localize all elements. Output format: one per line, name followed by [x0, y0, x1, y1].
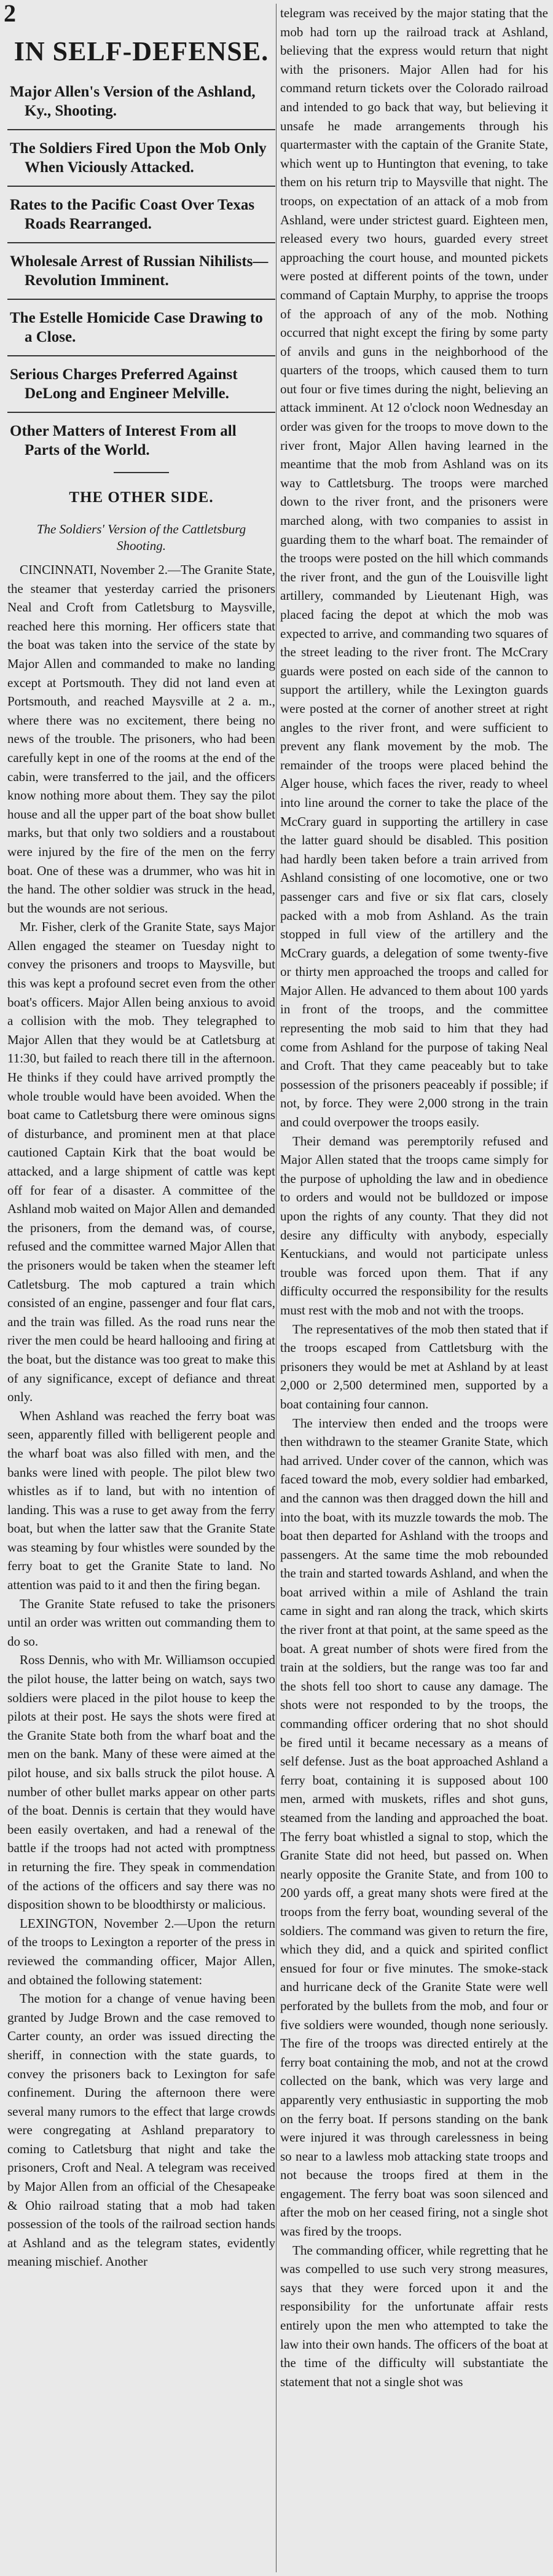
article-paragraph: The interview then ended and the troops were then withdrawn to the steamer Granite State, which had arrived. Under cover of the cannon, which was faced toward the mob, every soldier had embarked, and the cannon was then dragged down the hill and into the boat, with its muzzle towards the mob. The boat then departed for Ashland with the troops and passengers. At the same time the mob rebounded the train and started towards Ashland, and when the boat arrived within a mile of Ashland the train came in sight and ran along the track, which skirts the river front at that point, at the same speed as the boat. A great number of shots were fired from the train at the soldiers, but the range was too far and the shots fell too short to cause any damage. The shots were not responded to by the troops, the commanding officer ordering that no shot should be fired until it became necessary as a means of self defense. Just as the boat approached Ashland a ferry boat, containing it is supposed about 100 men, armed with muskets, rifles and shot guns, steamed from the landing and approached the boat. The ferry boat whistled a signal to stop, which the Granite State did not heed, but passed on. When nearly opposite the Granite State, and from 100 to 200 yards off, a great many shots were fired at the troops from the ferry boat, wounding several of the soldiers. The command was given to return the fire, which they did, and a quick and spirited conflict ensued for four or five minutes. The smoke-stack and hurricane deck of the Granite State were well perforated by the bullets from the mob, and four or five soldiers were wounded, though none seriously. The fire of the troops was directed entirely at the ferry boat containing the mob, and not at the crowd collected on the bank, which was very large and apparently very enthusiastic in supporting the mob on the ferry boat. If persons standing on the bank were injured it was through carelessness in being so near to a lawless mob attacking state troops and not because the troops fired at them in the engagement. The ferry boat was soon silenced and after the mob on her ceased firing, not a single shot was fired by the troops.: [280, 1415, 548, 2239]
article-paragraph: Mr. Fisher, clerk of the Granite State, says Major Allen engaged the steamer on Tuesday night to convey the prisoners and troops to Maysville, but this was kept a profound secret even from the other boat's officers. Major Allen being anxious to avoid a collision with the mob. They telegraphed to Major Allen that they would be at Catletsburg at 11:30, but failed to reach there till in the afternoon. He thinks if they could have arrived promptly the whole trouble would have been avoided. When the boat came to Catletsburg there were ominous signs of disturbance, and prominent men at that place cautioned Captain Kirk that the boat would be attacked, and a large shipment of cattle was kept off for fear of a disaster. A committee of the Ashland mob waited on Major Allen and demanded the prisoners, from the demand was, of course, refused and the committee warned Major Allen that the prisoners would be taken when the steamer left Catletsburg. The mob captured a train which consisted of an engine, passenger and four flat cars, and the train was filled. As the road runs near the river the men could be heard hallooing and firing at the boat, but the distance was too great to make this of any significance, except of defiance and threat only.: [7, 919, 275, 1405]
article-paragraph: The commanding officer, while regretting that he was compelled to use such very strong measures, says that they were forced upon it and the responsibility for the unfortunate affair rests entirely upon the men who attempted to take the law into their own hands. The officers of the boat at the time of the difficulty will substantiate the statement that not a single shot was: [280, 2242, 548, 2389]
article-paragraph: CINCINNATI, November 2.—The Granite State, the steamer that yesterday carried the prisoners Neal and Croft from Catletsburg to Maysville, reached here this morning. Her officers state that the boat was taken into the service of the state by Major Allen and commanded to make no landing except at Portsmouth. They did not land even at Portsmouth, and reached Maysville at 2 a. m., where there was no excitement, there being no news of the trouble. The prisoners, who had been carefully kept in one of the rooms at the end of the cabin, were transferred to the jail, and the officers know nothing more about them. They say the pilot house and all the upper part of the boat show bullet marks, but that only two soldiers and a roustabout were injured by the fire of the men on the ferry boat. One of these was a drummer, who was hit in the hand. The other soldier was struck in the head, but the wounds are not serious.: [7, 562, 275, 916]
deck-list: [7, 74, 275, 468]
article-body-left: [7, 560, 275, 2271]
page-number: 2: [4, 0, 16, 27]
article-paragraph: When Ashland was reached the ferry boat was seen, apparently filled with belligerent people and the wharf boat was also filled with men, and the banks were lined with people. The pilot blew two whistles as if to land, but with no intention of landing. This was a ruse to get away from the ferry boat, but when the latter saw that the Granite State was steaming by four whistles were sounded by the ferry boat to get the Granite State to land. No attention was paid to it and then the firing began.: [7, 1408, 275, 1593]
section-subheading: The Soldiers' Version of the Cattletsburg Shooting.: [36, 522, 246, 553]
deck-item: Rates to the Pacific Coast Over Texas Roads Rearranged.: [7, 187, 275, 243]
article-body-right: [280, 4, 548, 2391]
deck-item: The Estelle Homicide Case Drawing to a Close.: [7, 300, 275, 356]
article-paragraph: The representatives of the mob then stated that if the troops escaped from Cattletsburg with the prisoners they would be met at Ashland by at least 2,000 or 2,500 determined men, supported by a boat containing four cannon.: [280, 1321, 548, 1412]
article-paragraph: The motion for a change of venue having been granted by Judge Brown and the case removed to Carter county, an order was issued directing the sheriff, in connection with the state guards, to convey the prisoners back to Lexington for safe confinement. During the afternoon there were several many rumors to the effect that large crowds were congregating at Ashland preparatory to coming to Catletsburg that night and take the prisoners, Croft and Neal. A telegram was received by Major Allen from an official of the Chesapeake & Ohio railroad stating that a mob had taken possession of the tools of the railroad section hands at Ashland and as the telegram states, evidently meaning mischief. Another: [7, 1991, 275, 2269]
right-column: [280, 4, 548, 2572]
article-paragraph: telegram was received by the major stating that the mob had torn up the railroad track at Ashland, believing that the express would return that night with the prisoners. Major Allen had for his command return tickets over the Colorado railroad and intended to go back that way, but believing it unsafe he made arrangements through his quartermaster with the captain of the Granite State, which went up to Huntington that evening, to take them on his return trip to Maysville that night. The troops, on expectation of an attack of a mob from Ashland, were under strictest guard. Eighteen men, released every two hours, guarded every street approaching the court house, and mounted pickets were posted at different points of the town, under command of Captain Murphy, to apprise the troops of the approach of any of the mob. Nothing occurred that night except the firing by some party of anvils and guns in the neighborhood of the quarters of the troops, which caused them to turn out four or five times during the night, believing an attack imminent. At 12 o'clock noon Wednesday an order was given for the troops to move down to the river front, Major Allen having learned in the meantime that the mob from Ashland was on its way to Cattletsburg. The troops were marched down to the river front, and the prisoners were marched along, with two companies to assist in guarding them to the wharf boat. The remainder of the troops were posted on the hill which commands the river front, and the gun of the Louisville light artillery, commanded by Lieutenant High, was placed facing the depot at which the mob was expected to arrive, and commanding two squares of the street leading to the river front. The McCrary guards were posted on each side of the cannon to support the artillery, while the Lexington guards were posted at the corner of another street at right angles to the river front, and were sufficient to prevent any flank movement by the mob. The remainder of the troops were placed behind the Alger house, which faces the river, ready to wheel into line around the corner to take the place of the McCrary guard in supporting the artillery in case the latter guard should be disabled. This position had hardly been taken before a train arrived from Ashland consisting of one locomotive, one or two passenger cars and five or six flat cars, closely packed with a mob from Ashland. As the train stopped in full view of the artillery and the McCrary guards, a delegation of some twenty-five or thirty men approached the troops and called for Major Allen. He advanced to them about 100 yards in front of the troops, and the committee representing the mob said to him that they had come from Ashland for the purpose of taking Neal and Croft. That they came peaceably but to take possession of the prisoners peaceably if possible; if not, by force. They were 2,000 strong in the train and could overpower the troops easily.: [280, 6, 548, 1130]
headline: IN SELF-DEFENSE.: [14, 36, 269, 66]
section-divider: [114, 472, 169, 473]
left-column: [7, 4, 275, 2572]
deck-item: Major Allen's Version of the Ashland, Ky., Shooting.: [7, 74, 275, 130]
article-paragraph: The Granite State refused to take the prisoners until an order was written out commanding them to do so.: [7, 1596, 275, 1649]
article-paragraph: Ross Dennis, who with Mr. Williamson occupied the pilot house, the latter being on watch, says two soldiers were placed in the pilot house to keep the pilots at their post. He says the shots were fired at the Granite State both from the wharf boat and the men on the bank. Many of these were aimed at the pilot house, and six balls struck the pilot house. A number of other bullet marks appear on other parts of the boat. Dennis is certain that they would have been easily overtaken, and had a renewal of the battle if the troops had not acted with promptness in returning the fire. They speak in commendation of the actions of the officers and say there was no disposition shown to be bloodthirsty or malicious.: [7, 1652, 275, 1912]
deck-item: Serious Charges Preferred Against DeLong and Engineer Melville.: [7, 356, 275, 413]
deck-item: Other Matters of Interest From all Parts of the World.: [10, 423, 237, 458]
deck-item: Wholesale Arrest of Russian Nihilists—Revolution Imminent.: [7, 243, 275, 300]
article-paragraph: Their demand was peremptorily refused and Major Allen stated that the troops came simply for the purpose of upholding the law and in obedience to orders and would not be bulldozed or impose upon the rights of any county. That they did not desire any difficulty with anybody, especially Kentuckians, and would not participate unless trouble was forced upon them. That if any difficulty occurred the responsibility for the results must rest with the mob and not with the troops.: [280, 1133, 548, 1317]
article-paragraph: LEXINGTON, November 2.—Upon the return of the troops to Lexington a reporter of the press in reviewed the commanding officer, Major Allen, and obtained the following statement:: [7, 1915, 275, 1987]
deck-item: The Soldiers Fired Upon the Mob Only When Viciously Attacked.: [7, 130, 275, 187]
section-heading: THE OTHER SIDE.: [69, 489, 214, 506]
